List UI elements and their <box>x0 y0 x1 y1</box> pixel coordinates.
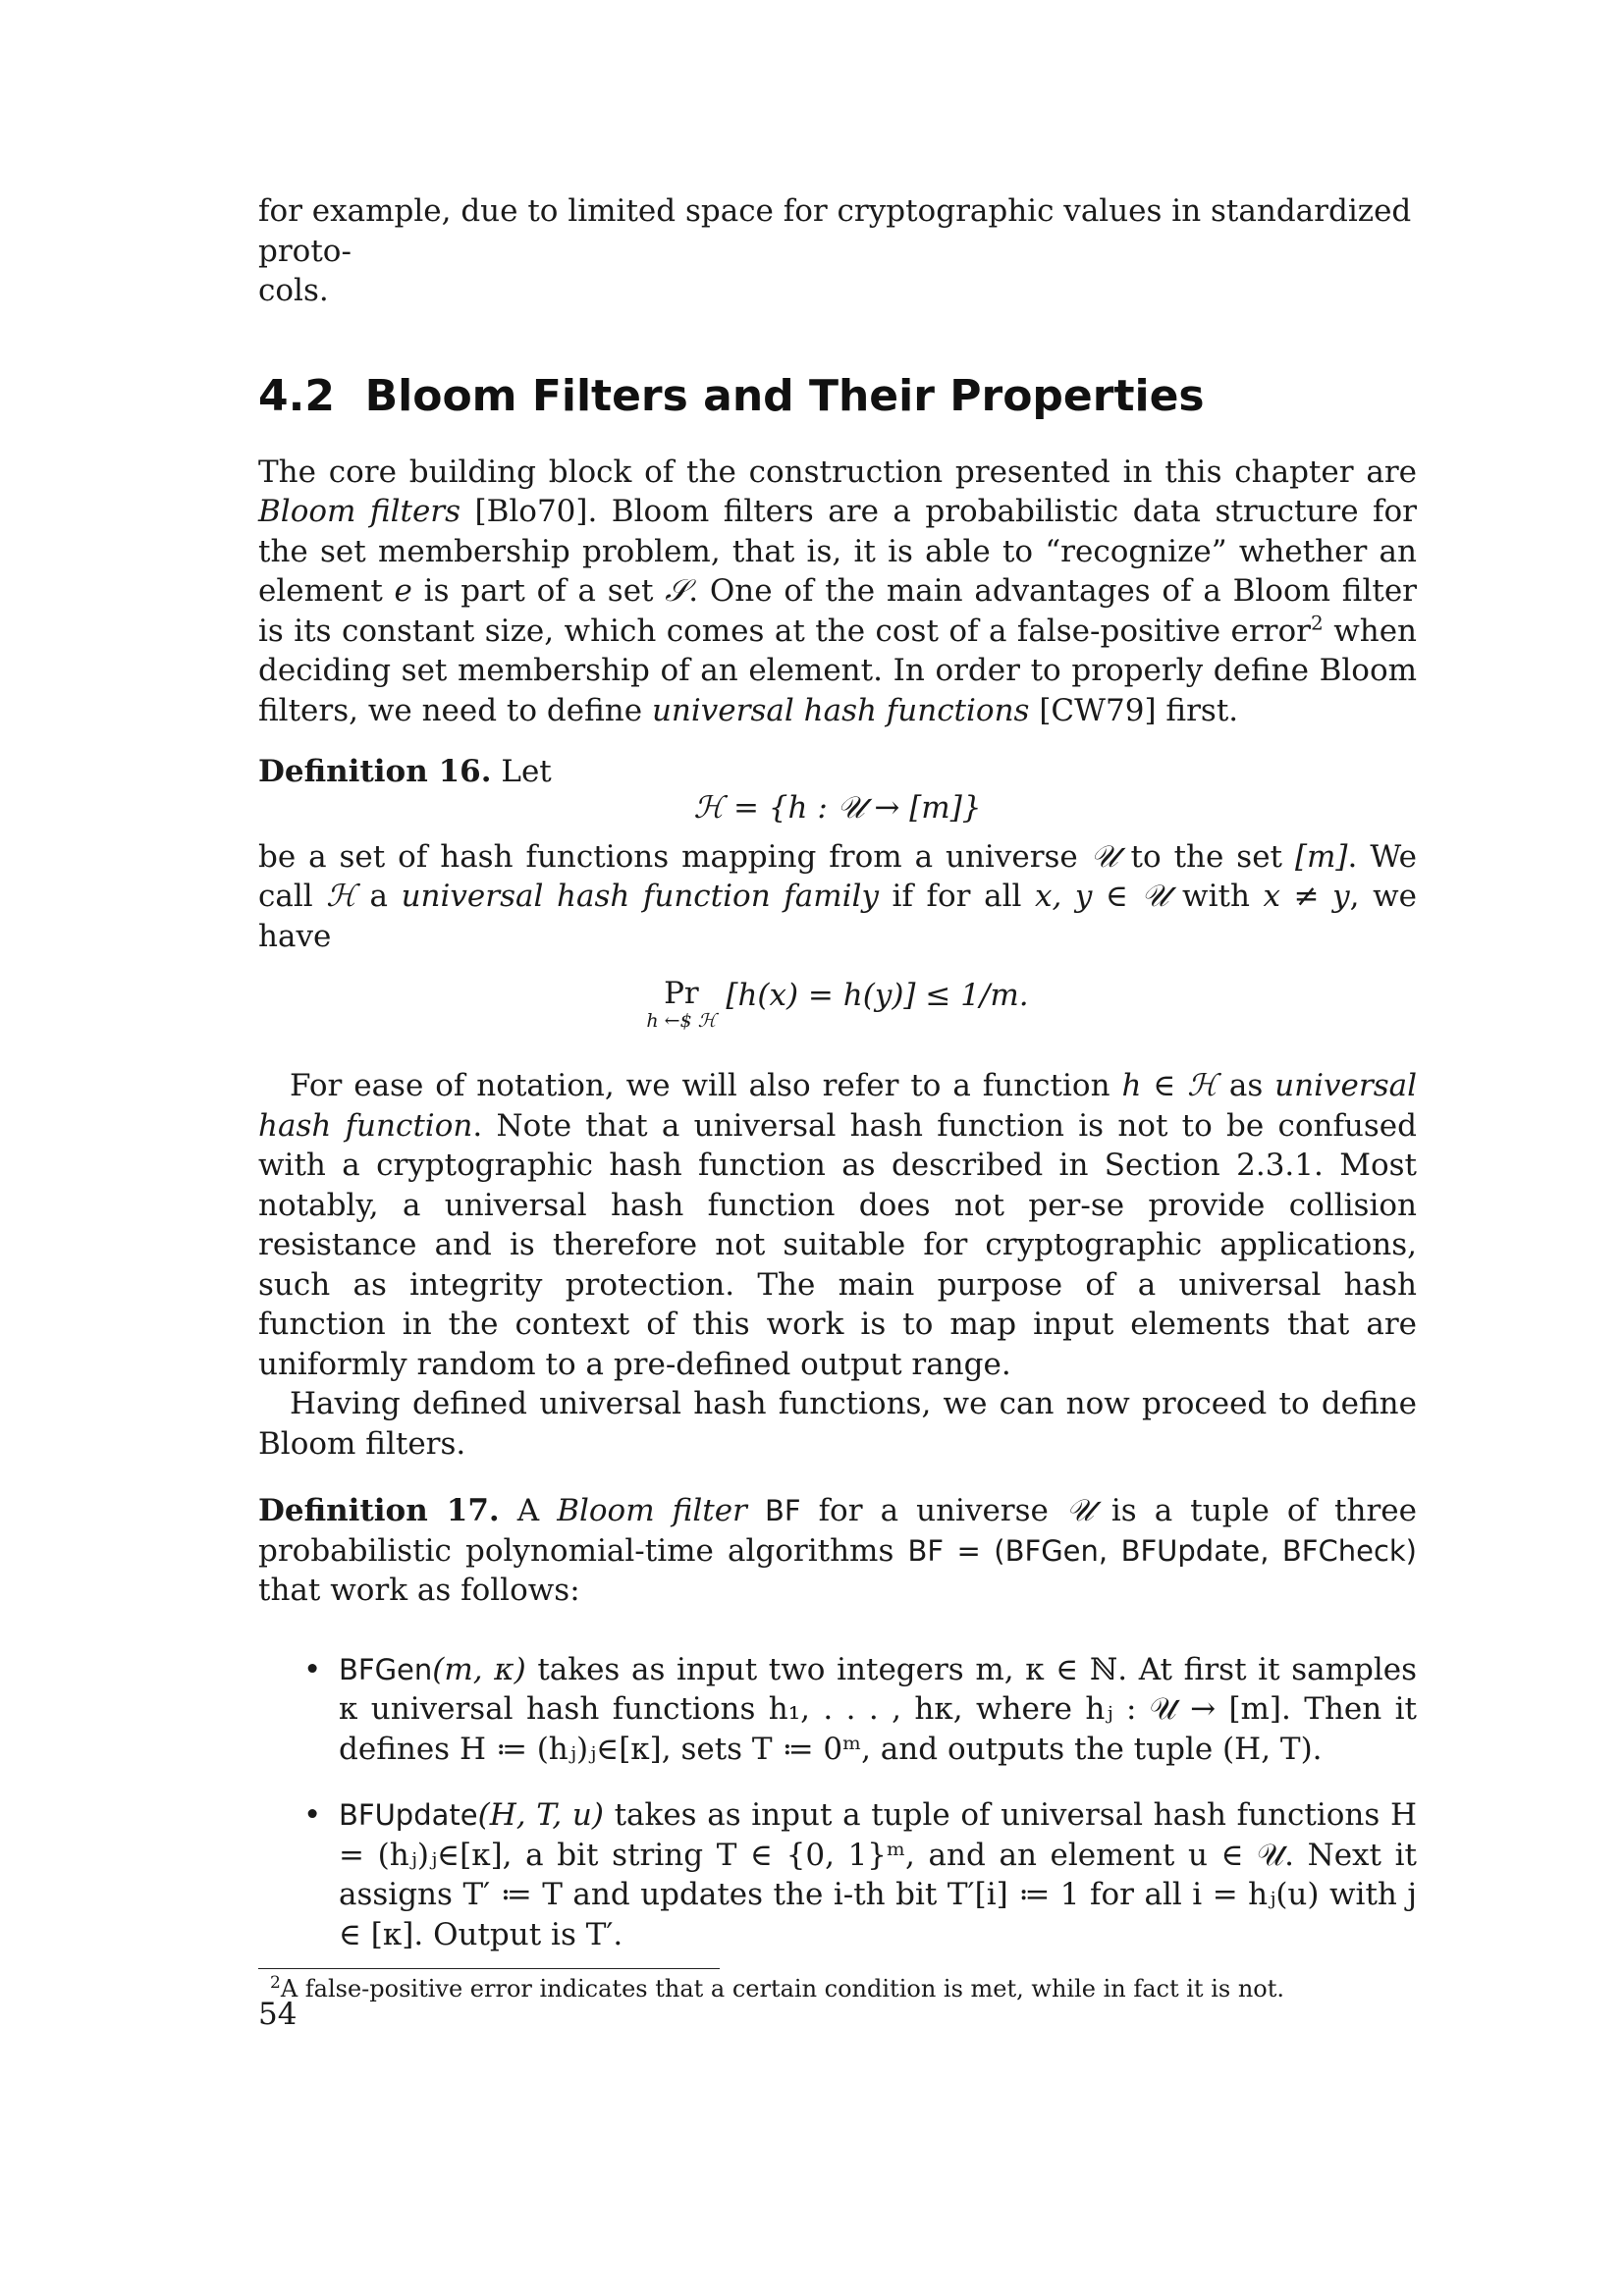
family-emph: universal hash function family <box>401 879 879 914</box>
continuation-line-1: for example, due to limited space for cryptographic values in standardized proto- <box>258 193 1412 269</box>
x-neq-y: x ≠ y <box>1263 879 1350 914</box>
bfgen-name: BFGen <box>339 1652 433 1686</box>
pr-operator-block <box>646 976 716 1031</box>
pr-subscript: h ←$ ℋ <box>646 1010 717 1032</box>
notation-text-2: as <box>1217 1068 1275 1103</box>
pr-expression: [h(x) = h(y)] ≤ 1/m. <box>726 978 1029 1013</box>
intro-text-4: . One of the main advantages of a Bloom filter is its constant size, which comes at the cost of a false-positive error <box>258 573 1417 649</box>
notation-text-1: For ease of notation, we will also refer to a function <box>290 1068 1122 1103</box>
universe-U: 𝒰 <box>1090 838 1118 875</box>
bfgen-description: takes as input two integers m, κ ∈ ℕ. At first it samples κ universal hash functions h₁, . . . , hκ, where hⱼ : 𝒰 → [m]. Then it defines H ≔ (hⱼ)ⱼ∈[κ], sets T ≔ 0ᵐ, and outputs the tuple (H, T). <box>339 1651 1417 1767</box>
bfupdate-args: (H, T, u) <box>477 1797 604 1833</box>
uhf-emph-2: universal hash function <box>258 1068 1417 1144</box>
bfupdate-name: BFUpdate <box>339 1798 478 1832</box>
list-item-bfgen <box>258 1650 1417 1770</box>
h-in-H: h ∈ ℋ <box>1121 1068 1218 1103</box>
footnote-marker: 2 <box>1311 611 1324 635</box>
having-defined-paragraph: Having defined universal hash functions, we can now proceed to define Bloom filters. <box>258 1386 1417 1462</box>
paragraph-continuation <box>258 191 1417 311</box>
bf-tuple: BF = (BFGen, BFUpdate, BFCheck) <box>907 1533 1417 1568</box>
intro-text-6: [CW79] first. <box>1029 692 1239 728</box>
def16-text-6: with <box>1168 879 1264 914</box>
def17-text-3: is a tuple of three probabilistic polynomial-time algorithms <box>258 1493 1417 1569</box>
def16-text-2: to the set <box>1117 838 1295 875</box>
bloom-filter-emph: Bloom filter <box>557 1493 747 1528</box>
definition-16-label: Definition 16. <box>258 754 492 789</box>
intro-paragraph <box>258 453 1417 731</box>
page-body <box>258 191 1417 2004</box>
intro-text-2: [Blo70]. Bloom filters are a probabilistic data structure for the set membership problem, that is, it is able to “recognize” whether an element <box>258 494 1417 609</box>
definition-17-label: Definition 17. <box>258 1493 500 1528</box>
family-H: ℋ <box>326 879 356 914</box>
pr-operator: Pr <box>664 976 699 1011</box>
algorithm-list <box>258 1650 1417 1955</box>
intro-text-5: when deciding set membership of an element. In order to properly define Bloom filters, we need to define <box>258 613 1418 728</box>
universe-U-2: 𝒰 <box>1065 1493 1094 1528</box>
uhf-emph: universal hash functions <box>651 692 1030 728</box>
bfgen-args: (m, κ) <box>432 1651 526 1687</box>
footnote-number: 2 <box>270 1973 281 1993</box>
set-S: 𝒮 <box>665 573 689 609</box>
xy-in-U: x, y ∈ 𝒰 <box>1034 879 1169 914</box>
footnote-text: A false-positive error indicates that a certain condition is met, while in fact it is not. <box>280 1975 1284 2002</box>
definition-17 <box>258 1491 1417 1611</box>
def17-text-2: for a universe <box>800 1493 1066 1528</box>
def17-text-4: that work as follows: <box>258 1573 580 1608</box>
def16-text-4: a <box>355 879 402 914</box>
notation-text-3: . Note that a universal hash function is not to be confused with a cryptographic hash function as described in Section 2.3.1. Most notably, a universal hash function does not per-se provide collision resistance and is therefore not suitable for cryptographic applications, such as integrity protection. The main purpose of a universal hash function in the context of this work is to map input elements that are uniformly random to a pre-defined output range. <box>258 1107 1417 1382</box>
intro-text-3: is part of a set <box>411 573 666 609</box>
def17-text-1: A <box>499 1493 558 1528</box>
section-number: 4.2 <box>258 370 335 421</box>
probability-display <box>258 976 1417 1039</box>
definition-16-let: Let <box>491 754 552 789</box>
footnote <box>258 1973 1417 2004</box>
list-item-bfupdate <box>258 1795 1417 1954</box>
element-e: e <box>394 573 412 609</box>
section-heading <box>258 370 1417 423</box>
hash-family-display: ℋ = {h : 𝒰 → [m]} <box>693 789 982 826</box>
bf-symbol: BF <box>764 1494 801 1527</box>
def16-text-1: be a set of hash functions mapping from a universe <box>258 838 1091 875</box>
page-number: 54 <box>258 1997 298 2032</box>
continuation-line-2: cols. <box>258 273 329 308</box>
definition-16-body <box>258 837 1417 957</box>
def16-text-5: if for all <box>878 879 1035 914</box>
section-title: Bloom Filters and Their Properties <box>364 370 1205 421</box>
notation-paragraph <box>258 1066 1417 1384</box>
bullet-icon: • <box>303 1797 322 1833</box>
bloom-filters-emph: Bloom filters <box>258 494 461 529</box>
def16-text-3: . We call <box>258 838 1417 914</box>
bfupdate-description: takes as input a tuple of universal hash functions H = (hⱼ)ⱼ∈[κ], a bit string T ∈ {0, 1}ᵐ, and an element u ∈ 𝒰. Next it assigns T′ ≔ T and updates the i-th bit T′[i] ≔ 1 for all i = hⱼ(u) with j ∈ [κ]. Output is T′. <box>339 1797 1417 1952</box>
def16-text-7: , we have <box>258 879 1417 954</box>
bullet-icon: • <box>303 1651 322 1687</box>
definition-16-intro <box>258 752 1417 792</box>
intro-text-1: The core building block of the construction presented in this chapter are <box>258 454 1417 490</box>
footnote-rule <box>258 1968 720 1969</box>
range-m: [m] <box>1294 838 1348 875</box>
